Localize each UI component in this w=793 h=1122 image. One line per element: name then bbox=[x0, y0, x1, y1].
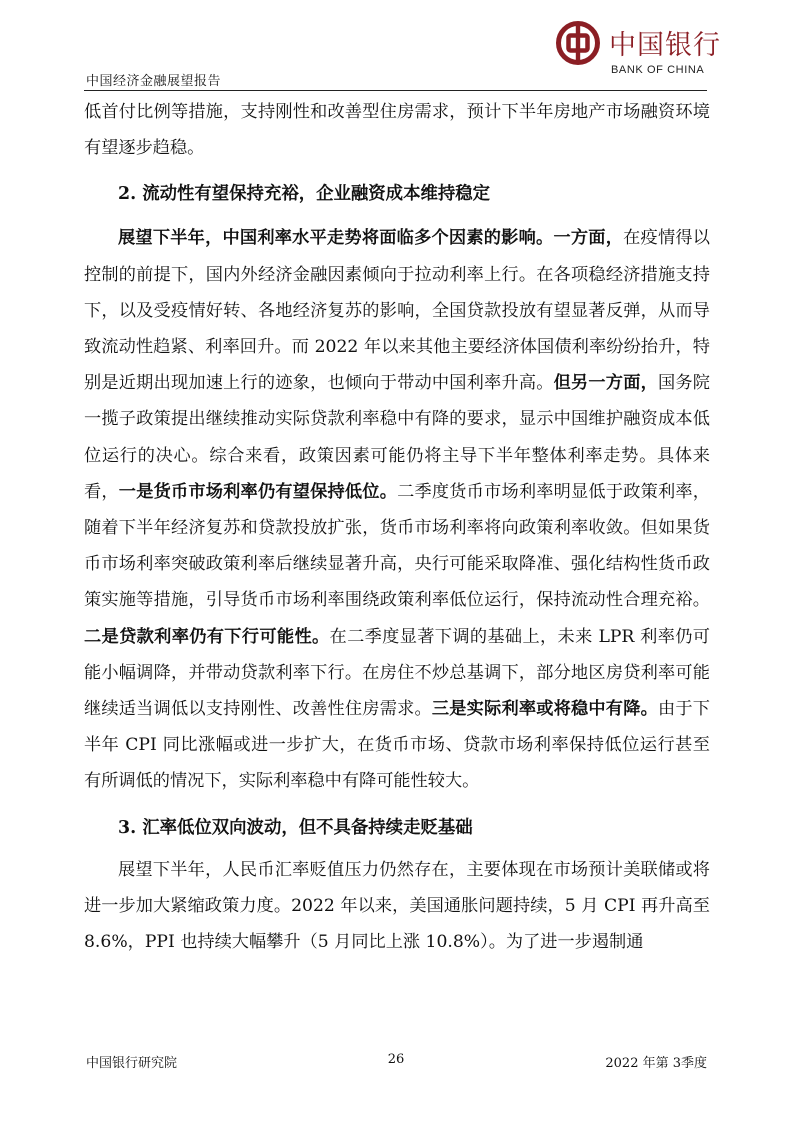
section-heading-liquidity: 2. 流动性有望保持充裕，企业融资成本维持稳定 bbox=[118, 184, 491, 205]
footer-institute: 中国银行研究院 bbox=[86, 1056, 178, 1071]
brand-name-cn: 中国银行 bbox=[609, 30, 721, 61]
bank-of-china-emblem-icon bbox=[555, 20, 601, 66]
paragraph-text: 国务院一揽子政策提出继续推动实际贷款利率稳中有降的要求，显示中国维护融资成本低位运行的决心。综合来看，政策因素可能仍将主导下半年整体利率走势。具体来看， bbox=[84, 373, 710, 502]
lead-sentence: 展望下半年，中国利率水平走势将面临多个因素的影响。 bbox=[118, 228, 554, 249]
point-one-label: 一是货币市场利率仍有望保持低位。 bbox=[118, 481, 398, 502]
section-heading-exchange-rate: 3. 汇率低位双向波动，但不具备持续走贬基础 bbox=[118, 817, 473, 838]
brand-name-en: BANK OF CHINA bbox=[611, 64, 705, 76]
point-two-label: 二是贷款利率仍有下行可能性。 bbox=[84, 626, 330, 647]
page-number: 26 bbox=[387, 1052, 405, 1067]
paragraph-text: 二季度货币市场利率明显低于政策利率，随着下半年经济复苏和贷款投放扩张，货币市场利率将向政策利率收敛。但如果货币市场利率突破政策利率后继续显著升高，央行可能采取降准、强化结构性货币政策实施等措施，引导货币市场利率围绕政策利率低位运行，保持流动性合理充裕。 bbox=[84, 481, 710, 611]
footer-period: 2022 年第 3季度 bbox=[605, 1056, 707, 1071]
report-title: 中国经济金融展望报告 bbox=[86, 74, 222, 89]
paragraph-text: 在疫情得以控制的前提下，国内外经济金融因素倾向于拉动利率上行。在各项稳经济措施支持下，以及受疫情好转、各地经济复苏的影响，全国贷款投放有望显著反弹，从而导致流动性趋紧、利率回升。而 2022 年以来其他主要经济体国债利率纷纷抬升，特别是近期出现加速上行的迹象，也倾向于带动中国利率升高。 bbox=[84, 228, 710, 394]
paragraph-text: 由于下半年 CPI 同比涨幅或进一步扩大，在货币市场、贷款市场利率保持低位运行甚至有所调低的情况下，实际利率稳中有降可能性较大。 bbox=[84, 699, 710, 792]
on-one-hand-label: 一方面， bbox=[553, 228, 624, 249]
on-other-hand-label: 但另一方面， bbox=[553, 373, 658, 394]
bank-of-china-logo bbox=[555, 20, 721, 82]
paragraph-continued: 低首付比例等措施，支持刚性和改善型住房需求，预计下半年房地产市场融资环境有望逐步趋稳。 bbox=[84, 102, 710, 159]
header-divider bbox=[84, 90, 707, 91]
point-three-label: 三是实际利率或将稳中有降。 bbox=[431, 699, 658, 720]
paragraph-text: 在二季度显著下调的基础上，未来 LPR 利率仍可能小幅调降，并带动贷款利率下行。在房住不炒总基调下，部分地区房贷利率可能继续适当调低以支持刚性、改善性住房需求。 bbox=[84, 626, 710, 720]
paragraph-interest-rate-outlook bbox=[84, 220, 710, 799]
paragraph-exchange-rate-outlook: 展望下半年，人民币汇率贬值压力仍然存在，主要体现在市场预计美联储或将进一步加大紧缩政策力度。2022 年以来，美国通胀问题持续，5 月 CPI 再升高至 8.6%，PPI 也持续大幅攀升（5 月同比上涨 10.8%）。为了进一步遏制通 bbox=[84, 859, 710, 953]
report-body bbox=[84, 94, 710, 960]
